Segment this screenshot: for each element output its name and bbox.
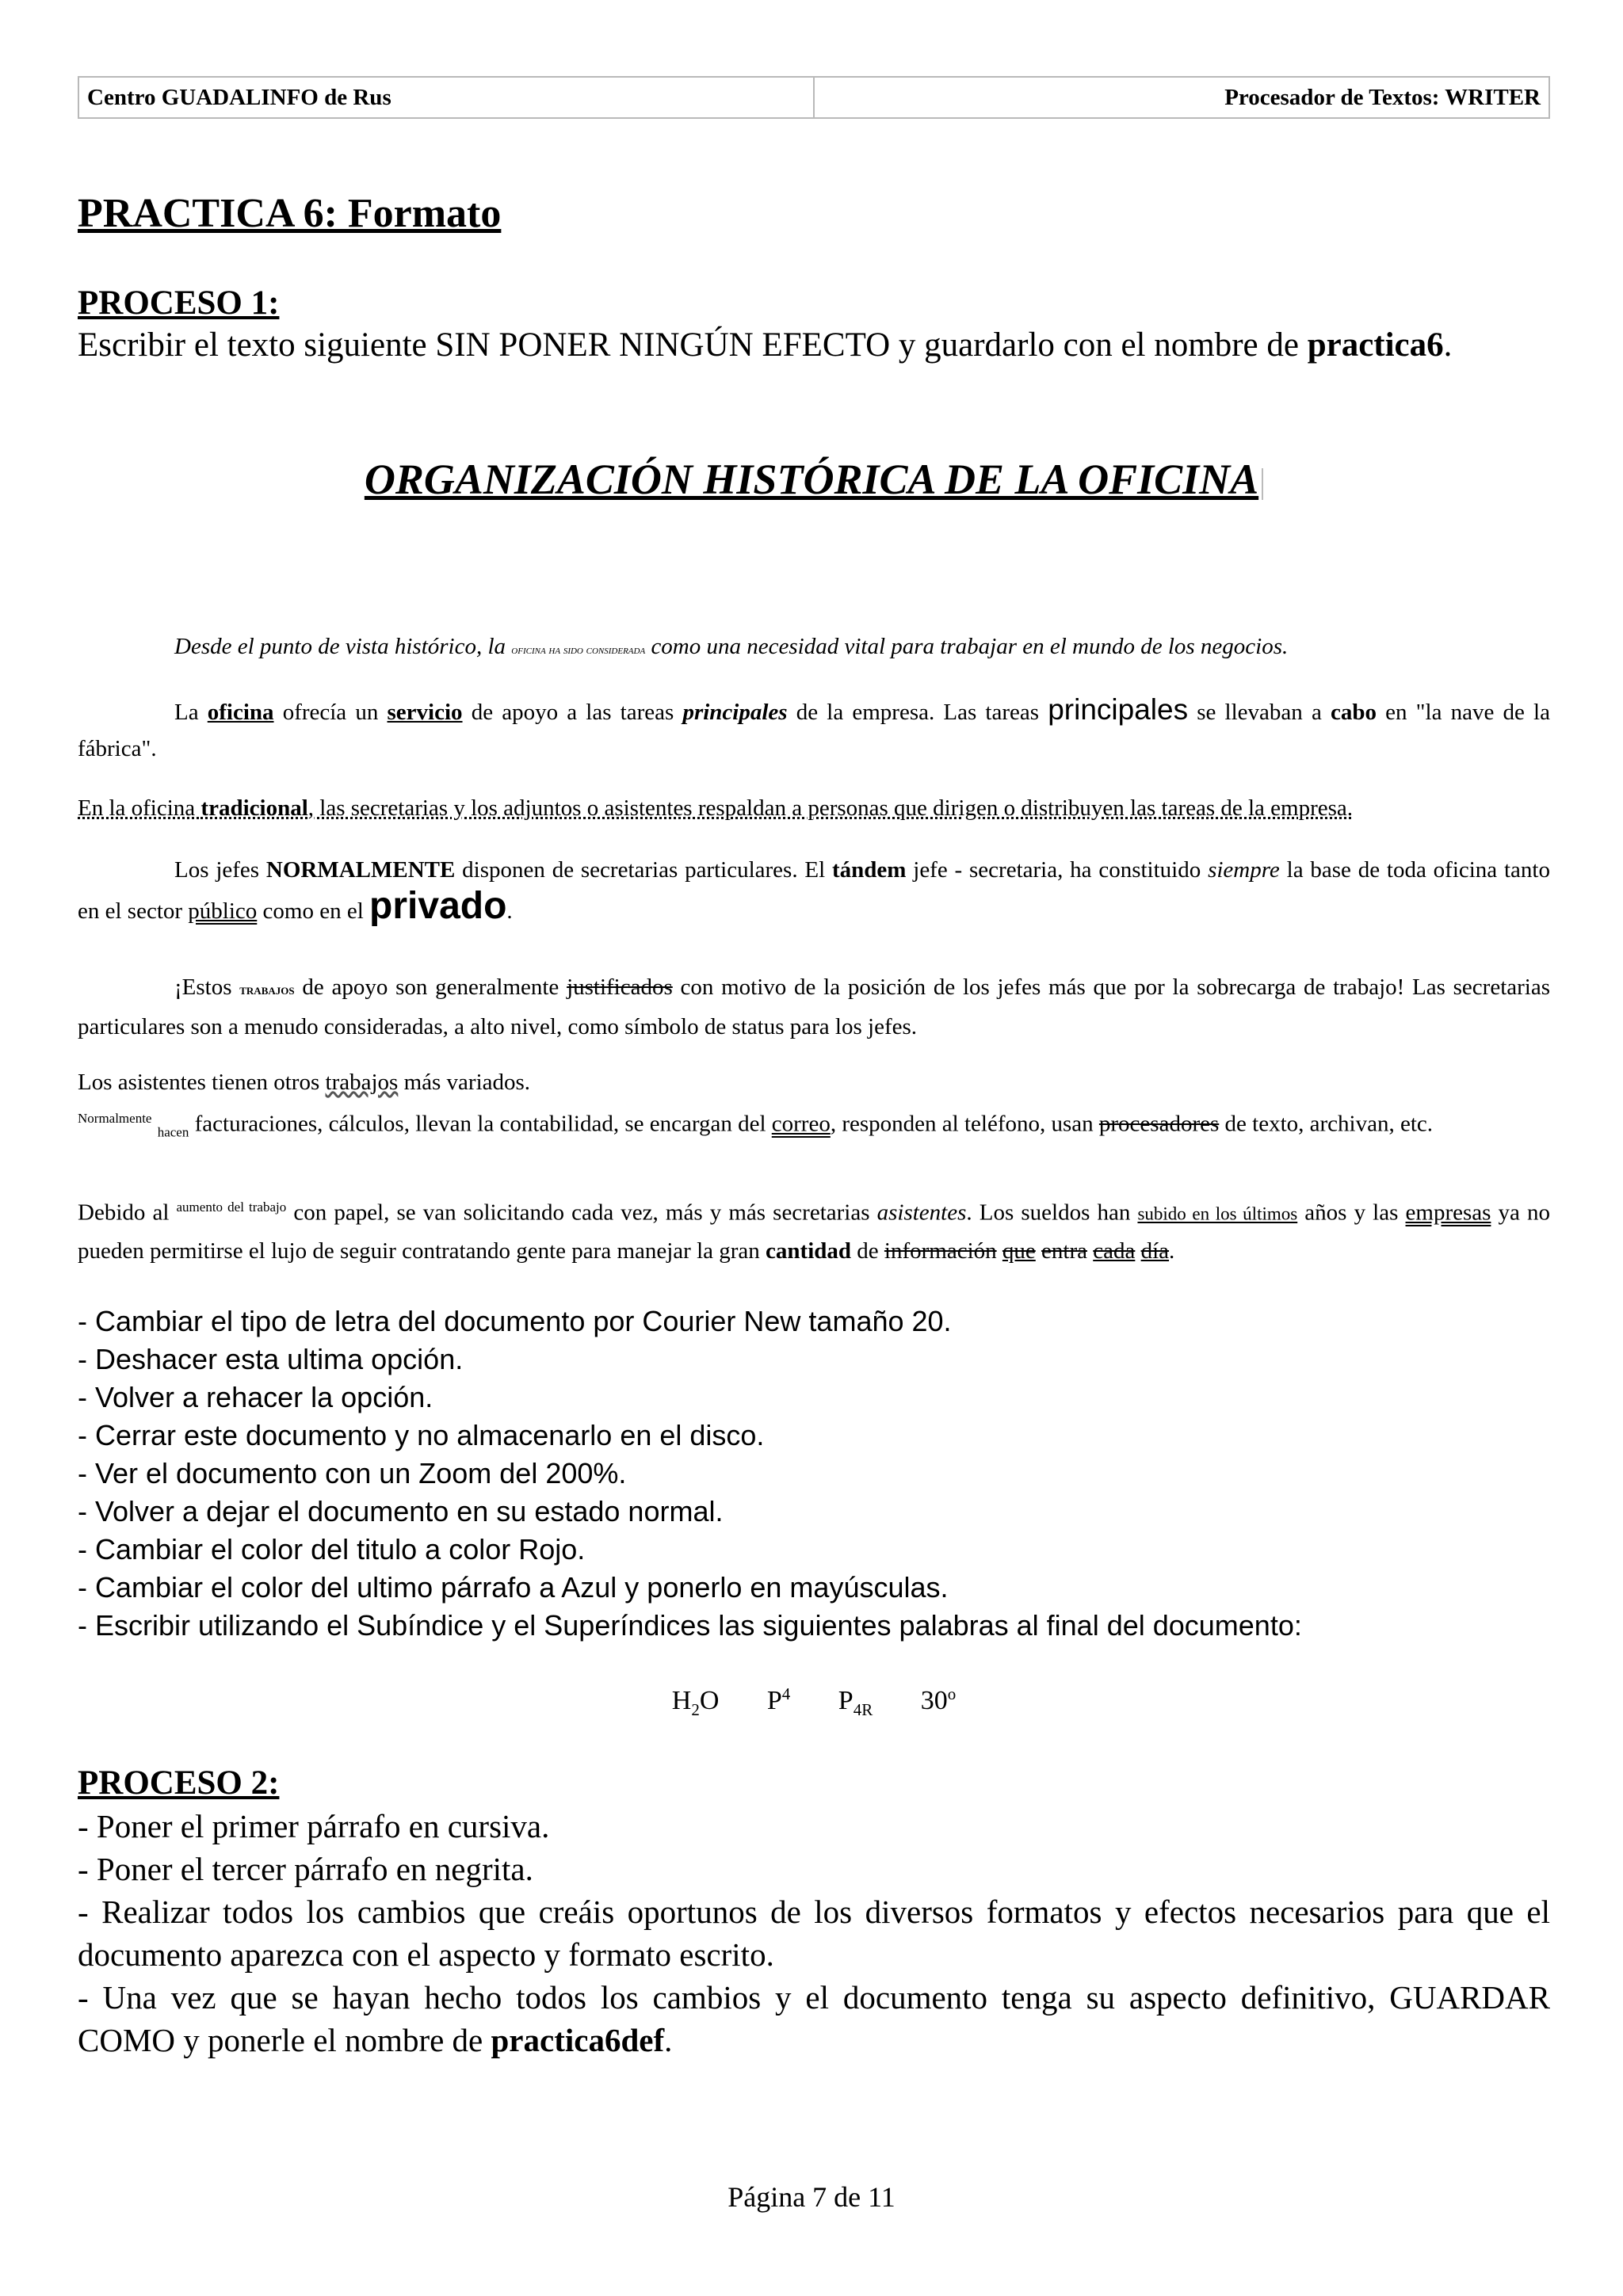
list-item: - Poner el primer párrafo en cursiva.: [78, 1808, 550, 1844]
list-item: - Volver a rehacer la opción.: [78, 1381, 433, 1413]
document-title: ORGANIZACIÓN HISTÓRICA DE LA OFICINA: [78, 455, 1550, 504]
superscript-example: $P^4$: [766, 1684, 791, 1716]
doc-paragraph-6: Los asistentes tienen otros trabajos más variados. $^{Normalmente}$ $_{hacen}$ facturaciones, cálculos, llevan la contabilidad, se encargan del correo, responden al teléfono, usan procesadores de texto, archivan, etc.: [78, 1070, 1434, 1140]
formula-examples: [78, 1684, 1550, 1720]
doc-paragraph-4: Los jefes NORMALMENTE disponen de secretarias particulares. El tándem jefe - secretaria, ha constituido siempre la base de toda oficina tanto en el sector público como en el privado.: [78, 857, 1550, 927]
doc-paragraph-2: La oficina ofrecía un servicio de apoyo a las tareas principales de la empresa. Las tareas principales se llevaban a cabo en "la nave de la fábrica".: [78, 693, 1550, 761]
list-item: - Ver el documento con un Zoom del 200%.: [78, 1457, 627, 1489]
proceso1-heading: PROCESO 1:: [78, 284, 280, 322]
practice-title: PRACTICA 6: Formato: [78, 191, 502, 236]
proceso2-list: [78, 1805, 1550, 2061]
list-item: - Escribir utilizando el Subíndice y el Superíndices las siguientes palabras al final del documento:: [78, 1609, 1302, 1642]
header-left: Centro GUADALINFO de Rus: [87, 84, 391, 110]
list-item: - Poner el tercer párrafo en negrita.: [78, 1851, 533, 1887]
doc-paragraph-3: En la oficina tradicional, las secretarias y los adjuntos o asistentes respaldan a personas que dirigen o distribuyen las tareas de la empresa.: [78, 795, 1354, 821]
page: [78, 76, 1551, 2058]
text-cursor: [1262, 468, 1263, 500]
steps-list: [78, 1302, 1550, 1645]
list-item: - Volver a dejar el documento en su estado normal.: [78, 1495, 724, 1527]
proceso2-heading: PROCESO 2:: [78, 1764, 280, 1802]
page-header: [78, 76, 1550, 119]
page-number: Página 7 de 11: [727, 2181, 896, 2213]
list-item: - Cambiar el color del ultimo párrafo a Azul y ponerlo en mayúsculas.: [78, 1571, 949, 1604]
doc-paragraph-7: Debido al $^{aumento del trabajo}$ con papel, se van solicitando cada vez, más y más secretarias asistentes. Los sueldos han subido en los últimos años y las empresas ya no pueden permitirse el lujo de seguir contratando gente para manejar la gran cantidad de información que entra cada día.: [78, 1199, 1551, 1264]
list-item: - Cerrar este documento y no almacenarlo en el disco.: [78, 1419, 765, 1451]
header-right: Procesador de Textos: WRITER: [813, 78, 1549, 117]
water-formula: $H_2O$: [671, 1686, 720, 1720]
doc-paragraph-5: ¡Estos trabajos de apoyo son generalmente justificados con motivo de la posición de los jefes más que por la sobrecarga de trabajo! Las secretarias particulares son a menudo consideradas, a alto nivel, como símbolo de status para los jefes.: [78, 974, 1551, 1039]
list-item: - Cambiar el tipo de letra del documento por Courier New tamaño 20.: [78, 1305, 952, 1337]
filename-practica6: practica6: [1307, 326, 1444, 364]
list-item: - Deshacer esta ultima opción.: [78, 1343, 464, 1375]
subscript-example: $P_{4R}$: [838, 1686, 873, 1720]
list-item: - Cambiar el color del titulo a color Rojo.: [78, 1533, 586, 1566]
filename-practica6def: practica6def: [491, 2022, 665, 2058]
degree-example: 30$^o$: [920, 1684, 957, 1716]
proceso1-intro: Escribir el texto siguiente SIN PONER NINGÚN EFECTO y guardarlo con el nombre de practica6.: [78, 326, 1453, 364]
doc-paragraph-1: Desde el punto de vista histórico, la oficina ha sido considerada como una necesidad vital para trabajar en el mundo de los negocios.: [174, 634, 1289, 659]
list-item: - Realizar todos los cambios que creáis oportunos de los diversos formatos y efectos necesarios para que el documento aparezca con el aspecto y formato escrito.: [78, 1894, 1550, 1973]
list-item: - Una vez que se hayan hecho todos los cambios y el documento tenga su aspecto definitivo, GUARDAR COMO y ponerle el nombre de practica6def.: [78, 1979, 1550, 2058]
